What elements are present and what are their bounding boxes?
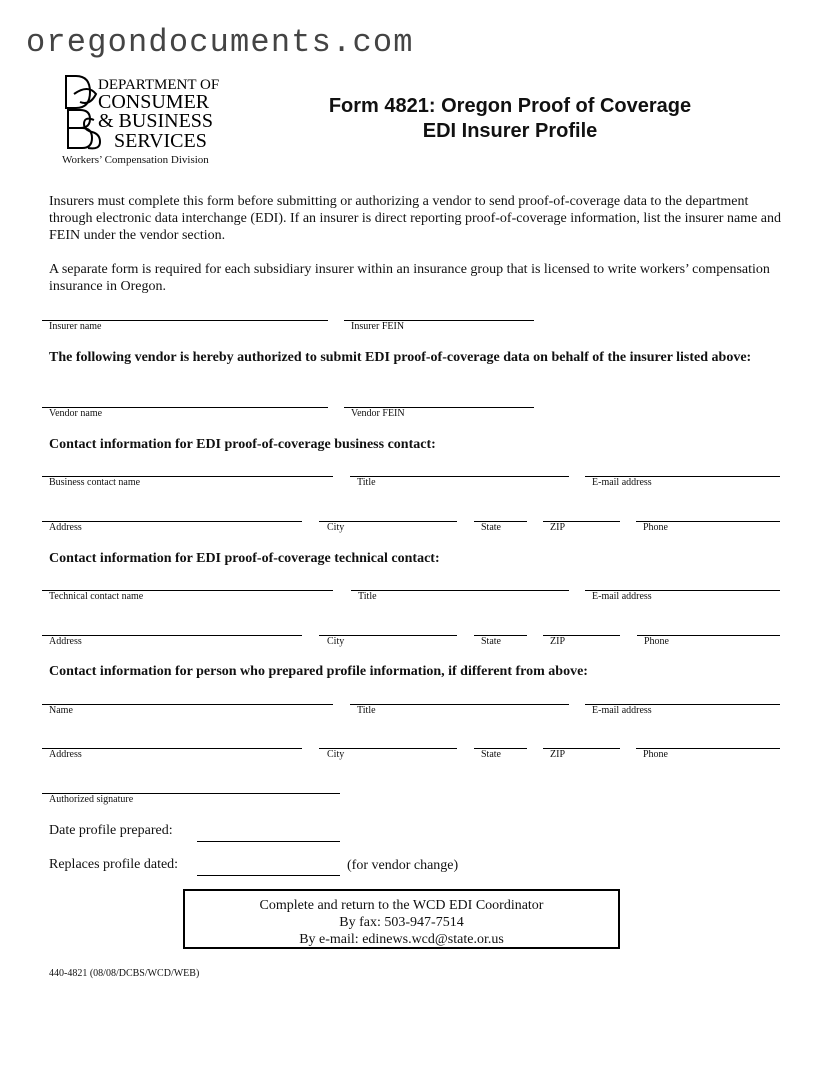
business-contact-title-label: Title: [357, 477, 376, 488]
preparer-title-field[interactable]: [350, 704, 569, 705]
business-contact-phone-label: Phone: [643, 522, 668, 533]
business-contact-state-label: State: [481, 522, 501, 533]
return-email: By e-mail: edinews.wcd@state.or.us: [299, 932, 504, 947]
technical-contact-state-label: State: [481, 636, 501, 647]
preparer-phone-label: Phone: [643, 749, 668, 760]
business-contact-zip-label: ZIP: [550, 522, 565, 533]
form-title-line1: Form 4821: Oregon Proof of Coverage: [328, 95, 692, 117]
preparer-zip-label: ZIP: [550, 749, 565, 760]
intro-paragraph-1: Insurers must complete this form before submitting or authorizing a vendor to send proof-of-coverage data to the department through electronic data interchange (EDI). If an insurer is direct reporting proof-of-coverage information, list the insurer name and FEIN under the vendor section.: [49, 194, 781, 243]
business-contact-email-label: E-mail address: [592, 477, 652, 488]
dcbs-logo: [62, 74, 222, 152]
replaces-profile-field[interactable]: [197, 875, 340, 876]
form-title: [300, 94, 720, 144]
technical-contact-email-label: E-mail address: [592, 591, 652, 602]
technical-contact-phone-label: Phone: [644, 636, 669, 647]
vendor-change-note: (for vendor change): [347, 858, 459, 873]
insurer-name-label: Insurer name: [49, 321, 102, 332]
date-prepared-field[interactable]: [197, 841, 340, 842]
logo-line-4: SERVICES: [114, 130, 207, 152]
technical-contact-zip-label: ZIP: [550, 636, 565, 647]
preparer-name-label: Name: [49, 705, 73, 716]
business-contact-heading: Contact information for EDI proof-of-coverage business contact:: [49, 437, 436, 452]
preparer-address-label: Address: [49, 749, 82, 760]
vendor-heading: The following vendor is hereby authorized to submit EDI proof-of-coverage data on behalf of the insurer listed above:: [49, 350, 752, 365]
division-name: Workers’ Compensation Division: [62, 154, 209, 166]
technical-contact-heading: Contact information for EDI proof-of-coverage technical contact:: [49, 551, 440, 566]
preparer-title-label: Title: [357, 705, 376, 716]
form-title-line2: EDI Insurer Profile: [422, 120, 598, 142]
form-footer-code: 440-4821 (08/08/DCBS/WCD/WEB): [49, 968, 200, 979]
vendor-fein-label: Vendor FEIN: [351, 408, 405, 419]
return-line-1: Complete and return to the WCD EDI Coordinator: [259, 898, 544, 913]
technical-contact-city-label: City: [327, 636, 345, 647]
authorized-signature-label: Authorized signature: [49, 794, 134, 805]
watermark: oregondocuments.com: [26, 24, 414, 61]
intro-paragraph-2: A separate form is required for each subsidiary insurer within an insurance group that is licensed to write workers’ compensation insurance in Oregon.: [49, 262, 770, 294]
logo-line-2: CONSUMER: [98, 91, 210, 113]
vendor-name-label: Vendor name: [49, 408, 103, 419]
business-contact-city-label: City: [327, 522, 345, 533]
technical-contact-name-label: Technical contact name: [49, 591, 144, 602]
preparer-state-label: State: [481, 749, 501, 760]
preparer-email-label: E-mail address: [592, 705, 652, 716]
insurer-fein-label: Insurer FEIN: [351, 321, 405, 332]
return-fax: By fax: 503-947-7514: [339, 915, 464, 930]
logo-line-3: & BUSINESS: [98, 110, 214, 132]
logo-line-1: DEPARTMENT OF: [98, 77, 220, 93]
business-contact-address-label: Address: [49, 522, 82, 533]
technical-contact-address-label: Address: [49, 636, 82, 647]
date-prepared-label: Date profile prepared:: [49, 823, 173, 838]
technical-contact-title-label: Title: [358, 591, 377, 602]
dcbs-monogram-icon: [66, 76, 100, 148]
replaces-profile-label: Replaces profile dated:: [49, 857, 179, 872]
business-contact-name-label: Business contact name: [49, 477, 141, 488]
preparer-name-field[interactable]: [42, 704, 333, 705]
return-instructions-box: [183, 889, 620, 949]
preparer-heading: Contact information for person who prepared profile information, if different from above:: [49, 664, 588, 679]
business-contact-title-field[interactable]: [350, 476, 569, 477]
preparer-city-label: City: [327, 749, 345, 760]
technical-contact-title-field[interactable]: [351, 590, 569, 591]
